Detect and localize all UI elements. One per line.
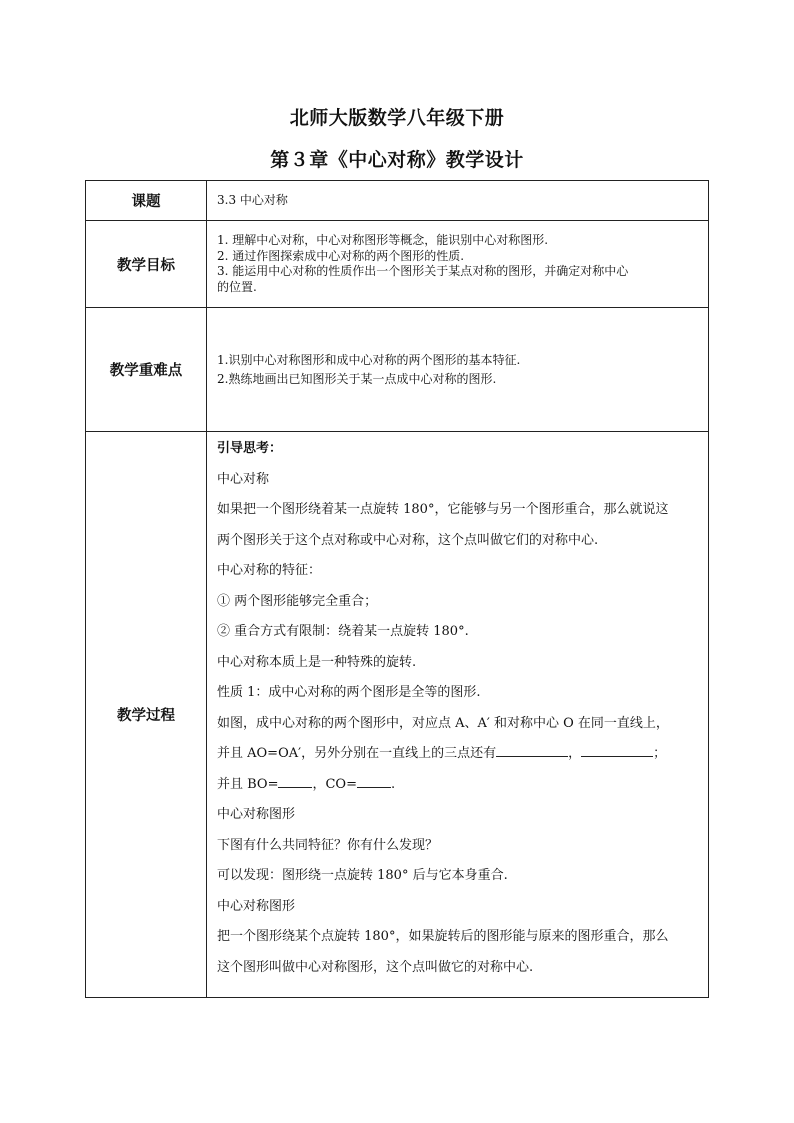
lesson-plan-table — [85, 180, 709, 998]
key-point-line: 1.识别中心对称图形和成中心对称的两个图形的基本特征. — [217, 352, 521, 367]
process-fill-blank-line — [217, 770, 700, 801]
process-line: 这个图形叫做中心对称图形，这个点叫做它的对称中心. — [217, 959, 534, 975]
table-row-topic — [86, 181, 709, 221]
key-points-content — [207, 308, 709, 432]
process-text: ； — [653, 746, 667, 761]
answer-blank[interactable] — [278, 773, 312, 788]
process-text: . — [390, 776, 396, 792]
process-text: 并且 AO=OA′，另外分别在一直线上的三点还有 — [217, 746, 497, 761]
answer-blank[interactable] — [496, 742, 568, 757]
goal-line: 3. 能运用中心对称的性质作出一个图形关于某点对称的图形，并确定对称中心 — [217, 264, 629, 278]
answer-blank[interactable] — [357, 773, 391, 788]
table-row-key-points — [86, 308, 709, 432]
goals-label: 教学目标 — [86, 221, 207, 308]
process-fill-blank-line — [217, 739, 700, 770]
process-line: 中心对称图形 — [217, 807, 296, 822]
goal-line: 1. 理解中心对称，中心对称图形等概念，能识别中心对称图形. — [217, 233, 549, 247]
table-row-process — [86, 432, 709, 998]
process-line: 中心对称本质上是一种特殊的旋转. — [217, 654, 417, 670]
process-content — [207, 432, 709, 998]
process-text: ， — [568, 746, 582, 761]
process-line: 性质 1：成中心对称的两个图形是全等的图形. — [217, 685, 481, 700]
topic-text: 3.3 中心对称 — [217, 193, 288, 208]
document-subtitle: 第３章《中心对称》教学设计 — [270, 149, 524, 171]
key-points-label: 教学重难点 — [86, 308, 207, 432]
process-line: 如图，成中心对称的两个图形中，对应点 A、A′ 和对称中心 O 在同一直线上， — [217, 715, 669, 731]
process-line: ② 重合方式有限制：绕着某一点旋转 180°. — [217, 624, 469, 639]
process-line: 如果把一个图形绕着某一点旋转 180°，它能够与另一个图形重合，那么就说这 — [217, 502, 669, 517]
process-heading: 引导思考： — [217, 441, 283, 456]
topic-value — [207, 181, 709, 221]
process-line: 可以发现：图形绕一点旋转 180° 后与它本身重合. — [217, 868, 508, 883]
key-point-line: 2.熟练地画出已知图形关于某一点成中心对称的图形. — [217, 371, 497, 386]
document-title: 北师大版数学八年级下册 — [289, 107, 505, 129]
process-text: ，CO= — [312, 776, 357, 792]
table-row-goals — [86, 221, 709, 308]
process-line: 把一个图形绕某个点旋转 180°，如果旋转后的图形能与原来的图形重合，那么 — [217, 929, 669, 944]
process-line: 下图有什么共同特征？你有什么发现？ — [217, 837, 439, 853]
process-line: ① 两个图形能够完全重合； — [217, 593, 378, 609]
goal-line: 2. 通过作图探索成中心对称的两个图形的性质. — [217, 248, 465, 263]
process-line: 中心对称 — [217, 471, 270, 487]
topic-label: 课题 — [86, 181, 207, 221]
process-line: 中心对称的特征： — [217, 563, 322, 578]
process-text: 并且 BO= — [217, 776, 279, 792]
process-line: 两个图形关于这个点对称或中心对称，这个点叫做它们的对称中心. — [217, 532, 599, 548]
process-label: 教学过程 — [86, 432, 207, 998]
process-line: 中心对称图形 — [217, 898, 296, 914]
answer-blank[interactable] — [581, 742, 653, 757]
goal-line: 的位置. — [217, 279, 257, 294]
goals-content — [207, 221, 709, 308]
